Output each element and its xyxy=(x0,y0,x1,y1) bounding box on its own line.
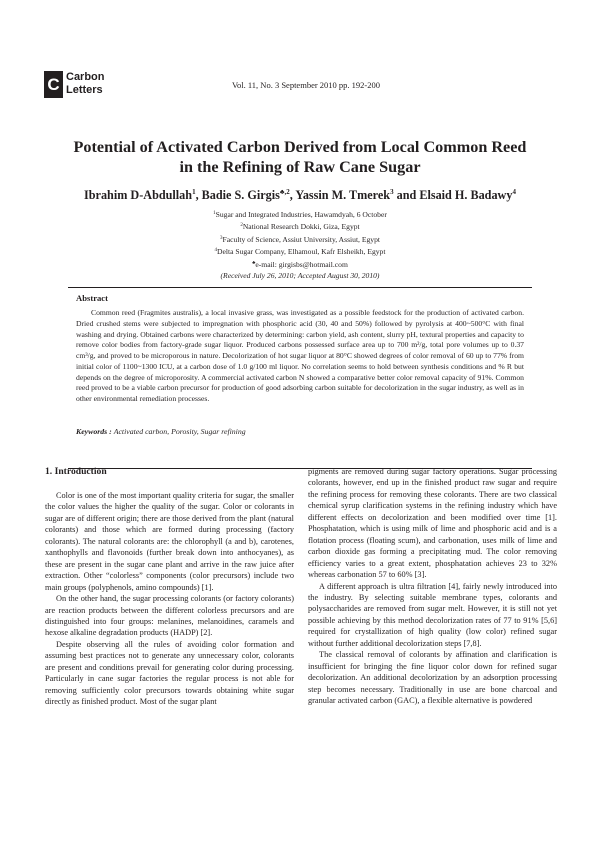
affiliation-4: $^4$Delta Sugar Company, Elhamoul, Kafr Elsheikh, Egypt xyxy=(214,247,386,257)
intro-paragraph-5: A different approach is ultra filtration [4], fairly newly introduced into the industry. By selecting suitable membrane types, colorants and polysaccharides are removed from sugar melt. However, it is still not yet possible achieving by this method decolorization rates of 77 to 91% [5,6] required for crystallization of high quality (low color) refined sugar without further additional decolorization steps [7,8]. xyxy=(308,581,557,648)
logo-letter: C xyxy=(44,71,63,98)
keywords-label: Keywords : xyxy=(76,427,112,436)
affiliations xyxy=(0,208,600,281)
author-4: Elsaid H. Badawy$^4$ xyxy=(419,188,516,202)
left-column xyxy=(45,466,294,708)
affiliation-3: $^3$Faculty of Science, Assiut University, Assiut, Egypt xyxy=(220,234,380,244)
intro-paragraph-2: On the other hand, the sugar processing colorants (or factory colorants) are reaction products between the different colorless precursors and are distinguished into four groups: melanines, melanoidines, caramels and hexose alkaline degradation products (HADP) [2]. xyxy=(45,594,294,638)
received-dates: (Received July 26, 2010; Accepted August 30, 2010) xyxy=(220,271,380,281)
author-2: Badie S. Girgis$^{♣,2}$ xyxy=(201,188,290,202)
logo-line2: Letters xyxy=(66,84,103,96)
journal-info: Vol. 11, No. 3 September 2010 pp. 192-200 xyxy=(231,80,381,90)
corresponding-email: ♣e-mail: girgisbs@hotmail.com xyxy=(252,259,348,269)
keywords xyxy=(76,427,246,436)
affiliation-1: $^1$Sugar and Integrated Industries, Hawamdyah, 6 October xyxy=(213,210,387,219)
author-1: Ibrahim D-Abdullah$^1$ xyxy=(84,188,196,202)
section-heading: 1. Introduction xyxy=(45,466,107,477)
abstract-heading: Abstract xyxy=(76,293,108,303)
intro-paragraph-3: Despite observing all the rules of avoiding color formation and assuming best practices not to generate any unnecessary color, colorants are present and conditions prevail for generating color during processing. Particularly in cane sugar factories the regular process is not able for removing sufficiently color precursors towards obtaining white sugar directly as finished product. Most of the sugar plant xyxy=(45,639,294,707)
keywords-text: Activated carbon, Porosity, Sugar refining xyxy=(113,427,246,436)
author-list: Ibrahim D-Abdullah$^1$, Badie S. Girgis$^{♣,2}$, Yassin M. Tmerek$^3$ and Elsaid H. Badawy$^4$ xyxy=(84,188,516,202)
affiliation-2: $^2$National Research Dokki, Giza, Egypt xyxy=(240,222,360,232)
abstract-top-rule xyxy=(68,287,532,288)
intro-paragraph-6: The classical removal of colorants by affination and clarification is insufficient for bringing the fine liquor color down for refined sugar decolorization. An additional decolorization by an adsorption processing step becomes necessary. Traditionally in use are bone charcoal and granular activated carbon (GAC), a flexible alternative is powdered xyxy=(308,650,557,706)
title-line2: in the Refining of Raw Cane Sugar xyxy=(179,158,421,176)
logo-line1: Carbon xyxy=(66,71,105,83)
title-line1: Potential of Activated Carbon Derived from Local Common Reed xyxy=(73,138,527,156)
paper-title xyxy=(40,137,560,177)
right-column xyxy=(308,466,557,707)
intro-paragraph-1: Color is one of the most important quality criteria for sugar, the smaller the color values the higher the quality of the sugar. Color or colorants in sugar are of different origin; there are those derived from the plant (natural colorants) and those which are formed during processing (factory colorants). The natural colorants are: the chlorophyll (a and b), carotenes, xanthophylls and flavonoids (further break down into anthocyanes), as these are present in the sugar cane plant and arrive in the raw juice after extraction. Other “colorless” components (color precursors) include two main groups (polyphenols, amino compounds) [1]. xyxy=(45,491,294,592)
author-3: Yassin M. Tmerek$^3$ xyxy=(295,188,394,202)
abstract-text: Common reed (Fragmites australis), a local invasive grass, was investigated as a possible feedstock for the production of activated carbon. Dried crushed stems were subjected to impregnation with phosphoric acid (30, 40 and 50%) followed by pyrolysis at 400~500°C with final washing and drying. Obtained carbons were characterized by determining: carbon yield, ash content, slurry pH, textural properties and capacity to remove color bodies from factory-grade sugar liquor. Produced carbons possessed surface area up to 700 m²/g, total pore volumes up to 0.37 cm³/g, and proved to be microporous in nature. Decolorization of hot sugar liquor at 80°C showed degrees of color removal of 60 up to 77% from initial color of 1100~1300 ICU, at a carbon dose of 1.0 g/100 ml liquor. No correlation seems to hold between synthesis conditions and % R but depends on the degree of microporosity. A commercial activated carbon N showed a comparative better color removal capacity of 91%. Common reed proved to be a viable carbon precursor for production of good adsorbing carbon suitable for decolorization in the sugar industry, as well as in other environmental remediation processes. xyxy=(76,308,524,403)
intro-paragraph-4: pigments are removed during sugar factory operations. Sugar processing colorants, however, end up in the finished product raw sugar and require the refining process for removing these colorants. There are two classical chemical syrup clarification systems in the refining industry which have different effects on decolorization and been modified over time [1]. Phosphatation, which is using milk of lime and phosphoric acid and is a flotation process (floating scum), and carbonation, uses milk of lime and carbon dioxide gas forming a precipitating mud. The color removing efficiency varies to a great extent, phosphatation achieves 23 to 32% whereas carbonation 57 to 60% [3]. xyxy=(308,467,557,580)
